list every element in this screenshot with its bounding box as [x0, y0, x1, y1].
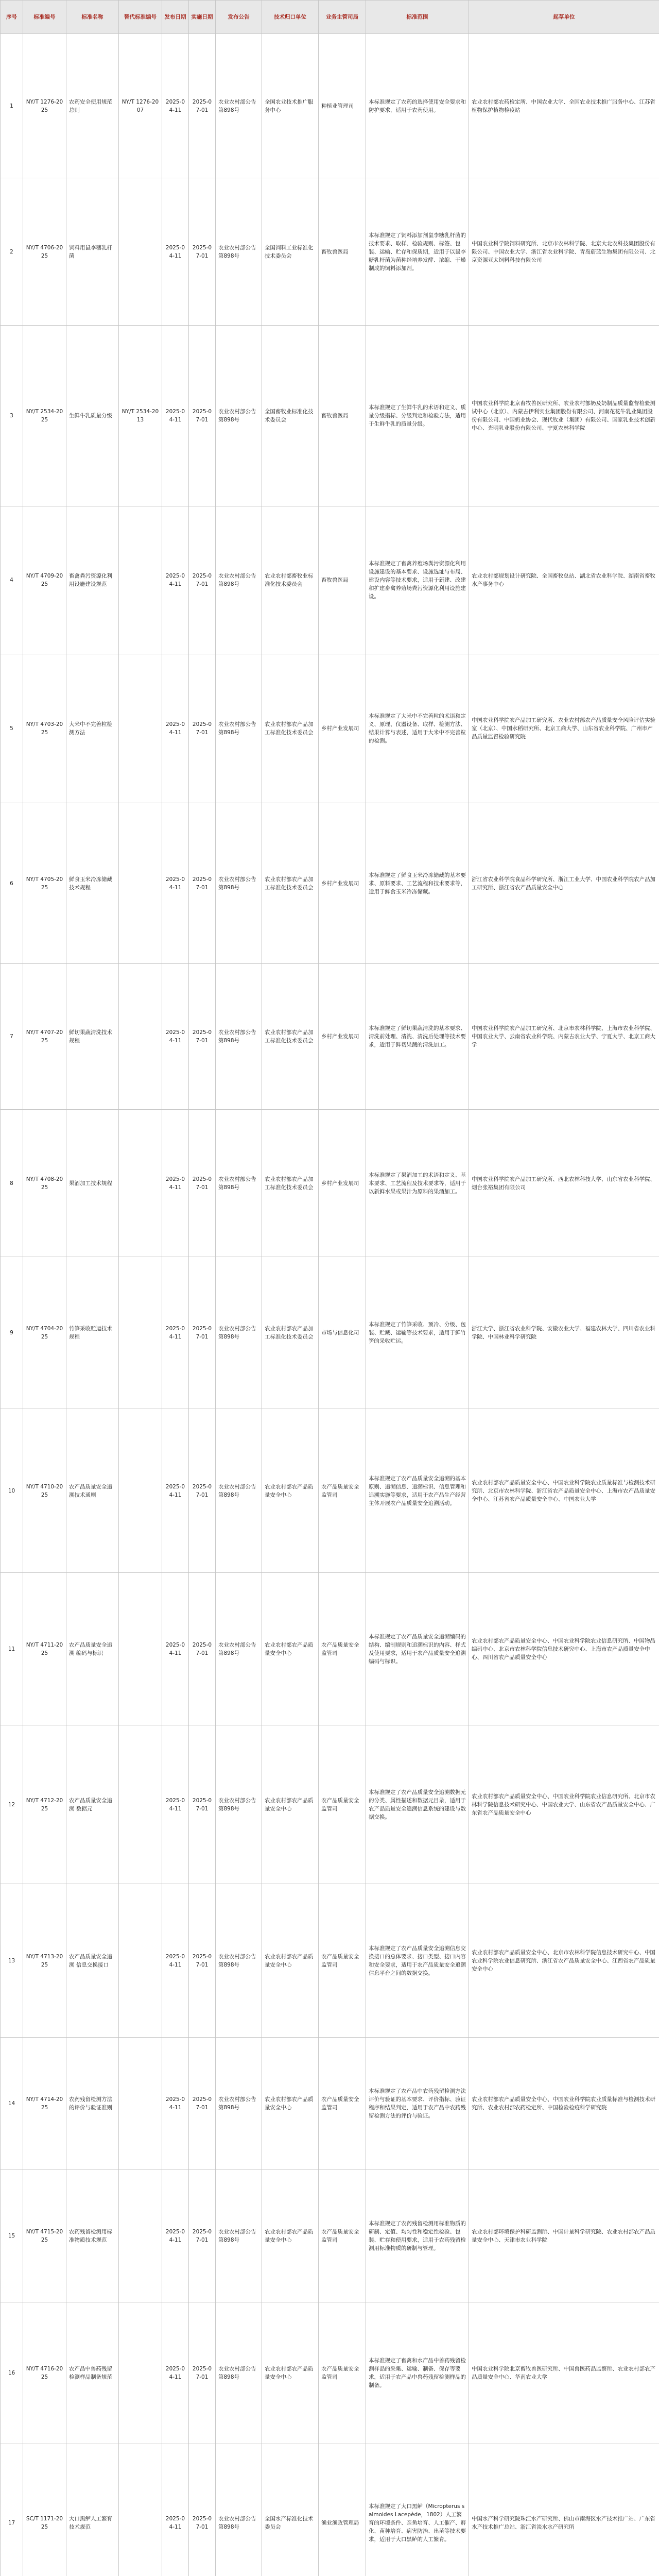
- publish-notice: 农业农村部公告第898号: [216, 1573, 262, 1725]
- effective-date: 2025-07-01: [189, 964, 216, 1110]
- replaced-std-number: [119, 1257, 162, 1409]
- std-name: 大口黑鲈人工繁育技术规范: [66, 2444, 119, 2576]
- std-scope: 本标准规定了农药的选择使用安全要求和防护要求，适用于农药使用。: [366, 34, 469, 178]
- publish-date: 2025-04-11: [162, 1409, 189, 1573]
- tech-org: 全国畜牧业标准化技术委员会: [262, 326, 319, 506]
- replaced-std-number: [119, 1573, 162, 1725]
- drafting-units: 中国农业科学院农产品加工研究所、农业农村部农产品质量安全风险评估实验室（北京）、中国水稻研究所、北京工商大学、山东省农业科学院、广州市产品质量监督检验研究院: [469, 654, 659, 803]
- publish-date: 2025-04-11: [162, 178, 189, 326]
- drafting-units: 浙江省农业科学院食品科学研究所、浙江工业大学、中国农业科学院农产品加工研究所、浙江省农产品质量安全中心: [469, 803, 659, 964]
- publish-notice: 农业农村部公告第898号: [216, 803, 262, 964]
- effective-date: 2025-07-01: [189, 2170, 216, 2302]
- std-scope: 本标准规定了农产品质量安全追溯编码的结构、编制规则和追溯标识的内容、样式及使用要求，适用于农产品质量安全追溯编码与标识。: [366, 1573, 469, 1725]
- replaced-std-number: [119, 2038, 162, 2170]
- drafting-units: 农业农村部农产品质量安全中心、北京市农林科学院信息技术研究中心、中国农业科学院农业信息研究所、浙江省农产品质量安全中心、江西省农产品质量安全中心: [469, 1884, 659, 2038]
- dept: 乡村产业发展司: [319, 964, 366, 1110]
- std-number: NY/T 4714-2025: [23, 2038, 66, 2170]
- std-scope: 本标准规定了果酒加工的术语和定义、基本要求、工艺流程及技术要求等，适用于以新鲜水果或果汁为原料的果酒加工。: [366, 1110, 469, 1257]
- row-seq: 15: [1, 2170, 23, 2302]
- std-name: 饲料用鼠李糖乳杆菌: [66, 178, 119, 326]
- row-seq: 9: [1, 1257, 23, 1409]
- std-number: NY/T 4709-2025: [23, 506, 66, 654]
- effective-date: 2025-07-01: [189, 326, 216, 506]
- drafting-units: 农业农村部规划设计研究院、全国畜牧总站、湖北省农业科学院、湖南省畜牧水产事务中心: [469, 506, 659, 654]
- effective-date: 2025-07-01: [189, 2302, 216, 2444]
- std-scope: 本标准规定了大口黑鲈（Micropterus salmoides Lacepède，1802）人工繁育的环境条件、亲鱼培育、人工催产、孵化、苗种培育、病害防治、出苗等技术要求，适用于大口黑鲈的人工繁育。: [366, 2444, 469, 2576]
- drafting-units: 农业农村部农药检定所、中国农业大学、全国农业技术推广服务中心、江苏省植物保护植物检疫站: [469, 34, 659, 178]
- table-row: [1, 1257, 659, 1409]
- drafting-units: 中国农业科学院农产品加工研究所、北京市农林科学院、上海市农业科学院、中国农业大学、云南省农业科学院、内蒙古农业大学、宁夏大学、北京工商大学: [469, 964, 659, 1110]
- drafting-units: 农业农村部农产品质量安全中心、中国农业科学院农业信息研究所、中国物品编码中心、北京市农林科学院信息技术研究中心、上海市农产品质量安全中心、四川省农产品质量安全中心: [469, 1573, 659, 1725]
- std-number: NY/T 1276-2025: [23, 34, 66, 178]
- std-scope: 本标准规定了农产品中农药残留检测方法评价与验证的基本要求、评价指标、验证程序和结果判定，适用于农产品中农药残留检测方法的评价与验证。: [366, 2038, 469, 2170]
- tech-org: 农业农村部农产品加工标准化技术委员会: [262, 803, 319, 964]
- replaced-std-number: [119, 2444, 162, 2576]
- dept: 农产品质量安全监管司: [319, 1573, 366, 1725]
- std-name: 农产品中兽药残留检测样品制备规范: [66, 2302, 119, 2444]
- std-scope: 本标准规定了农药残留检测用标准物质的研制、定值、均匀性和稳定性检验、包装、贮存和使用要求，适用于农药残留检测用标准物质的研制与管理。: [366, 2170, 469, 2302]
- std-scope: 本标准规定了鲜切果蔬清洗的基本要求、清洗前处理、清洗、清洗后处理等技术要求，适用于鲜切果蔬的清洗加工。: [366, 964, 469, 1110]
- table-row: [1, 1409, 659, 1573]
- std-name: 农药安全使用规范 总则: [66, 34, 119, 178]
- publish-date: 2025-04-11: [162, 34, 189, 178]
- table-row: [1, 1573, 659, 1725]
- drafting-units: 农业农村部环境保护科研监测所、中国计量科学研究院、农业农村部农产品质量安全中心、天津市农业科学院: [469, 2170, 659, 2302]
- publish-date: 2025-04-11: [162, 1257, 189, 1409]
- publish-notice: 农业农村部公告第898号: [216, 2302, 262, 2444]
- effective-date: 2025-07-01: [189, 1725, 216, 1884]
- std-name: 大米中不完善粒检测方法: [66, 654, 119, 803]
- publish-date: 2025-04-11: [162, 1884, 189, 2038]
- publish-notice: 农业农村部公告第898号: [216, 1110, 262, 1257]
- table-row: [1, 2302, 659, 2444]
- replaced-std-number: [119, 1409, 162, 1573]
- effective-date: 2025-07-01: [189, 1884, 216, 2038]
- effective-date: 2025-07-01: [189, 2038, 216, 2170]
- effective-date: 2025-07-01: [189, 34, 216, 178]
- drafting-units: 中国水产科学研究院珠江水产研究所、佛山市南海区水产技术推广站、广东省水产技术推广总站、浙江省淡水水产研究所: [469, 2444, 659, 2576]
- replaced-std-number: [119, 1110, 162, 1257]
- table-row: [1, 654, 659, 803]
- std-number: NY/T 4708-2025: [23, 1110, 66, 1257]
- table-row: [1, 803, 659, 964]
- publish-notice: 农业农村部公告第898号: [216, 34, 262, 178]
- publish-date: 2025-04-11: [162, 506, 189, 654]
- table-row: [1, 2170, 659, 2302]
- dept: 乡村产业发展司: [319, 654, 366, 803]
- publish-date: 2025-04-11: [162, 1573, 189, 1725]
- publish-notice: 农业农村部公告第898号: [216, 654, 262, 803]
- publish-date: 2025-04-11: [162, 2170, 189, 2302]
- tech-org: 农业农村部农产品加工标准化技术委员会: [262, 1110, 319, 1257]
- dept: 乡村产业发展司: [319, 803, 366, 964]
- tech-org: 全国水产标准化技术委员会: [262, 2444, 319, 2576]
- publish-notice: 农业农村部公告第898号: [216, 1257, 262, 1409]
- tech-org: 农业农村部农产品加工标准化技术委员会: [262, 964, 319, 1110]
- tech-org: 农业农村部农产品质量安全中心: [262, 1409, 319, 1573]
- table-row: [1, 1110, 659, 1257]
- publish-notice: 农业农村部公告第898号: [216, 326, 262, 506]
- header-replaced-no: 替代标准编号: [119, 1, 162, 34]
- dept: 农产品质量安全监管司: [319, 2038, 366, 2170]
- tech-org: 全国饲料工业标准化技术委员会: [262, 178, 319, 326]
- std-number: NY/T 4705-2025: [23, 803, 66, 964]
- std-name: 鲜切果蔬清洗技术规程: [66, 964, 119, 1110]
- std-name: 果酒加工技术规程: [66, 1110, 119, 1257]
- std-number: SC/T 1171-2025: [23, 2444, 66, 2576]
- row-seq: 16: [1, 2302, 23, 2444]
- replaced-std-number: [119, 1725, 162, 1884]
- row-seq: 1: [1, 34, 23, 178]
- std-scope: 本标准规定了农产品质量安全追溯数据元的分类、属性描述和数据元目录，适用于农产品质量安全追溯信息系统的建设与数据交换。: [366, 1725, 469, 1884]
- header-seq: 序号: [1, 1, 23, 34]
- effective-date: 2025-07-01: [189, 506, 216, 654]
- dept: 畜牧兽医局: [319, 506, 366, 654]
- std-scope: 本标准规定了生鲜牛乳的术语和定义、质量分级指标、分级判定和检验方法，适用于生鲜牛乳的质量分级。: [366, 326, 469, 506]
- replaced-std-number: NY/T 1276-2007: [119, 34, 162, 178]
- row-seq: 5: [1, 654, 23, 803]
- effective-date: 2025-07-01: [189, 1110, 216, 1257]
- drafting-units: 中国农业科学院北京畜牧兽医研究所、农业农村部奶及奶制品质量监督检验测试中心（北京）、内蒙古伊利实业集团股份有限公司、河南花花牛乳业集团股份有限公司、中国奶业协会、现代牧业（集团）有限公司、国家乳业技术创新中心、光明乳业股份有限公司、宁夏农林科学院: [469, 326, 659, 506]
- replaced-std-number: [119, 964, 162, 1110]
- std-name: 鲜食玉米冷冻储藏技术规程: [66, 803, 119, 964]
- dept: 农产品质量安全监管司: [319, 1409, 366, 1573]
- publish-date: 2025-04-11: [162, 654, 189, 803]
- drafting-units: 农业农村部农产品质量安全中心、中国农业科学院农业信息研究所、北京市农林科学院信息技术研究中心、中国农业大学、山东省农产品质量安全中心、广东省农产品质量安全中心: [469, 1725, 659, 1884]
- table-row: [1, 964, 659, 1110]
- publish-date: 2025-04-11: [162, 2038, 189, 2170]
- std-number: NY/T 4711-2025: [23, 1573, 66, 1725]
- std-name: 农产品质量安全追溯 数据元: [66, 1725, 119, 1884]
- replaced-std-number: [119, 654, 162, 803]
- replaced-std-number: [119, 1884, 162, 2038]
- publish-date: 2025-04-11: [162, 1725, 189, 1884]
- header-tech-org: 技术归口单位: [262, 1, 319, 34]
- header-std-no: 标准编号: [23, 1, 66, 34]
- std-number: NY/T 4712-2025: [23, 1725, 66, 1884]
- publish-date: 2025-04-11: [162, 1110, 189, 1257]
- std-scope: 本标准规定了农产品质量安全追溯的基本原则、追溯信息、追溯标识、信息管理和追溯实施等要求，适用于农产品生产经营主体开展农产品质量安全追溯活动。: [366, 1409, 469, 1573]
- tech-org: 农业农村部农产品加工标准化技术委员会: [262, 654, 319, 803]
- publish-notice: 农业农村部公告第898号: [216, 2170, 262, 2302]
- row-seq: 11: [1, 1573, 23, 1725]
- row-seq: 6: [1, 803, 23, 964]
- effective-date: 2025-07-01: [189, 803, 216, 964]
- effective-date: 2025-07-01: [189, 1409, 216, 1573]
- effective-date: 2025-07-01: [189, 178, 216, 326]
- std-number: NY/T 4715-2025: [23, 2170, 66, 2302]
- replaced-std-number: NY/T 2534-2013: [119, 326, 162, 506]
- row-seq: 8: [1, 1110, 23, 1257]
- tech-org: 农业农村部农产品质量安全中心: [262, 1573, 319, 1725]
- publish-date: 2025-04-11: [162, 803, 189, 964]
- dept: 乡村产业发展司: [319, 1110, 366, 1257]
- publish-notice: 农业农村部公告第898号: [216, 506, 262, 654]
- dept: 畜牧兽医局: [319, 326, 366, 506]
- tech-org: 农业农村部农产品质量安全中心: [262, 1884, 319, 2038]
- header-effective-date: 实施日期: [189, 1, 216, 34]
- std-scope: 本标准规定了农产品质量安全追溯信息交换接口的总体要求、接口类型、接口内容和安全要求，适用于农产品质量安全追溯信息平台之间的数据交换。: [366, 1884, 469, 2038]
- std-name: 畜禽粪污资源化利用设施建设规范: [66, 506, 119, 654]
- effective-date: 2025-07-01: [189, 654, 216, 803]
- table-row: [1, 2038, 659, 2170]
- std-number: NY/T 4713-2025: [23, 1884, 66, 2038]
- std-name: 生鲜牛乳质量分级: [66, 326, 119, 506]
- std-number: NY/T 4704-2025: [23, 1257, 66, 1409]
- row-seq: 7: [1, 964, 23, 1110]
- std-number: NY/T 4703-2025: [23, 654, 66, 803]
- std-number: NY/T 4707-2025: [23, 964, 66, 1110]
- table-row: [1, 2444, 659, 2576]
- std-name: 农药残留检测方法的评价与验证准则: [66, 2038, 119, 2170]
- header-notice: 发布公告: [216, 1, 262, 34]
- std-name: 农药残留检测用标准物质技术规范: [66, 2170, 119, 2302]
- table-row: [1, 34, 659, 178]
- replaced-std-number: [119, 506, 162, 654]
- replaced-std-number: [119, 178, 162, 326]
- tech-org: 农业农村部农产品质量安全中心: [262, 2170, 319, 2302]
- std-name: 农产品质量安全追溯技术通则: [66, 1409, 119, 1573]
- row-seq: 12: [1, 1725, 23, 1884]
- header-drafters: 起草单位: [469, 1, 659, 34]
- effective-date: 2025-07-01: [189, 1257, 216, 1409]
- std-number: NY/T 4710-2025: [23, 1409, 66, 1573]
- std-scope: 本标准规定了畜禽养殖场粪污资源化利用设施建设的基本要求、设施选址与布局、建设内容等技术要求，适用于新建、改建和扩建畜禽养殖场粪污资源化利用设施建设。: [366, 506, 469, 654]
- publish-notice: 农业农村部公告第898号: [216, 1409, 262, 1573]
- std-number: NY/T 2534-2025: [23, 326, 66, 506]
- dept: 农产品质量安全监管司: [319, 2302, 366, 2444]
- row-seq: 13: [1, 1884, 23, 2038]
- dept: 农产品质量安全监管司: [319, 1725, 366, 1884]
- drafting-units: 中国农业科学院农产品加工研究所、西北农林科技大学、山东省农业科学院、烟台张裕集团有限公司: [469, 1110, 659, 1257]
- publish-notice: 农业农村部公告第898号: [216, 964, 262, 1110]
- table-row: [1, 326, 659, 506]
- dept: 畜牧兽医局: [319, 178, 366, 326]
- dept: 农产品质量安全监管司: [319, 2170, 366, 2302]
- row-seq: 14: [1, 2038, 23, 2170]
- std-name: 竹笋采收贮运技术规程: [66, 1257, 119, 1409]
- publish-date: 2025-04-11: [162, 2302, 189, 2444]
- publish-notice: 农业农村部公告第898号: [216, 2038, 262, 2170]
- effective-date: 2025-07-01: [189, 2444, 216, 2576]
- tech-org: 全国农业技术推广服务中心: [262, 34, 319, 178]
- std-scope: 本标准规定了大米中不完善粒的术语和定义、原理、仪器设备、取样、检测方法、结果计算与表述，适用于大米中不完善粒的检测。: [366, 654, 469, 803]
- publish-notice: 农业农村部公告第898号: [216, 1884, 262, 2038]
- dept: 渔业渔政管理局: [319, 2444, 366, 2576]
- tech-org: 农业农村部农产品质量安全中心: [262, 2038, 319, 2170]
- row-seq: 10: [1, 1409, 23, 1573]
- publish-date: 2025-04-11: [162, 326, 189, 506]
- table-row: [1, 178, 659, 326]
- replaced-std-number: [119, 803, 162, 964]
- dept: 种植业管理司: [319, 34, 366, 178]
- table-header-row: [1, 1, 659, 34]
- replaced-std-number: [119, 2302, 162, 2444]
- publish-notice: 农业农村部公告第898号: [216, 2444, 262, 2576]
- std-number: NY/T 4716-2025: [23, 2302, 66, 2444]
- dept: 农产品质量安全监管司: [319, 1884, 366, 2038]
- publish-date: 2025-04-11: [162, 2444, 189, 2576]
- drafting-units: 农业农村部农产品质量安全中心、中国农业科学院农业质量标准与检测技术研究所、农业农村部农药检定所、中国检验检疫科学研究院: [469, 2038, 659, 2170]
- header-dept: 业务主管司局: [319, 1, 366, 34]
- row-seq: 17: [1, 2444, 23, 2576]
- publish-notice: 农业农村部公告第898号: [216, 178, 262, 326]
- tech-org: 农业农村部畜牧业标准化技术委员会: [262, 506, 319, 654]
- drafting-units: 农业农村部农产品质量安全中心、中国农业科学院农业质量标准与检测技术研究所、北京市农林科学院、浙江省农产品质量安全中心、上海市农产品质量安全中心、江苏省农产品质量安全中心、中国农业大学: [469, 1409, 659, 1573]
- table-row: [1, 506, 659, 654]
- row-seq: 4: [1, 506, 23, 654]
- effective-date: 2025-07-01: [189, 1573, 216, 1725]
- replaced-std-number: [119, 2170, 162, 2302]
- tech-org: 农业农村部农产品质量安全中心: [262, 1725, 319, 1884]
- tech-org: 农业农村部农产品加工标准化技术委员会: [262, 1257, 319, 1409]
- table-row: [1, 1884, 659, 2038]
- header-std-name: 标准名称: [66, 1, 119, 34]
- header-publish-date: 发布日期: [162, 1, 189, 34]
- std-name: 农产品质量安全追溯 信息交换接口: [66, 1884, 119, 2038]
- drafting-units: 中国农业科学院饲料研究所、北京市农林科学院、北京大北农科技集团股份有限公司、中国农业大学、浙江省农业科学院、青岛蔚蓝生物集团有限公司、北京资源亚太饲料科技有限公司: [469, 178, 659, 326]
- std-scope: 本标准规定了饲料添加剂鼠李糖乳杆菌的技术要求、取样、检验规则、标签、包装、运输、贮存和保质期，适用于以鼠李糖乳杆菌为菌种经培养发酵、浓缩、干燥制成的饲料添加剂。: [366, 178, 469, 326]
- row-seq: 2: [1, 178, 23, 326]
- row-seq: 3: [1, 326, 23, 506]
- tech-org: 农业农村部农产品质量安全中心: [262, 2302, 319, 2444]
- table-row: [1, 1725, 659, 1884]
- dept: 市场与信息化司: [319, 1257, 366, 1409]
- std-scope: 本标准规定了畜禽和水产品中兽药残留检测样品的采集、运输、制备、保存等要求，适用于农产品中兽药残留检测样品的制备。: [366, 2302, 469, 2444]
- publish-notice: 农业农村部公告第898号: [216, 1725, 262, 1884]
- drafting-units: 浙江大学、浙江省农业科学院、安徽农业大学、福建农林大学、四川省农业科学院、中国林业科学研究院: [469, 1257, 659, 1409]
- std-scope: 本标准规定了竹笋采收、预冷、分级、包装、贮藏、运输等技术要求，适用于鲜竹笋的采收贮运。: [366, 1257, 469, 1409]
- std-name: 农产品质量安全追溯 编码与标识: [66, 1573, 119, 1725]
- std-scope: 本标准规定了鲜食玉米冷冻储藏的基本要求、原料要求、工艺流程和技术要求等，适用于鲜食玉米冷冻储藏。: [366, 803, 469, 964]
- std-number: NY/T 4706-2025: [23, 178, 66, 326]
- header-scope: 标准范围: [366, 1, 469, 34]
- publish-date: 2025-04-11: [162, 964, 189, 1110]
- drafting-units: 中国农业科学院北京畜牧兽医研究所、中国兽医药品监察所、农业农村部农产品质量安全中心、华南农业大学: [469, 2302, 659, 2444]
